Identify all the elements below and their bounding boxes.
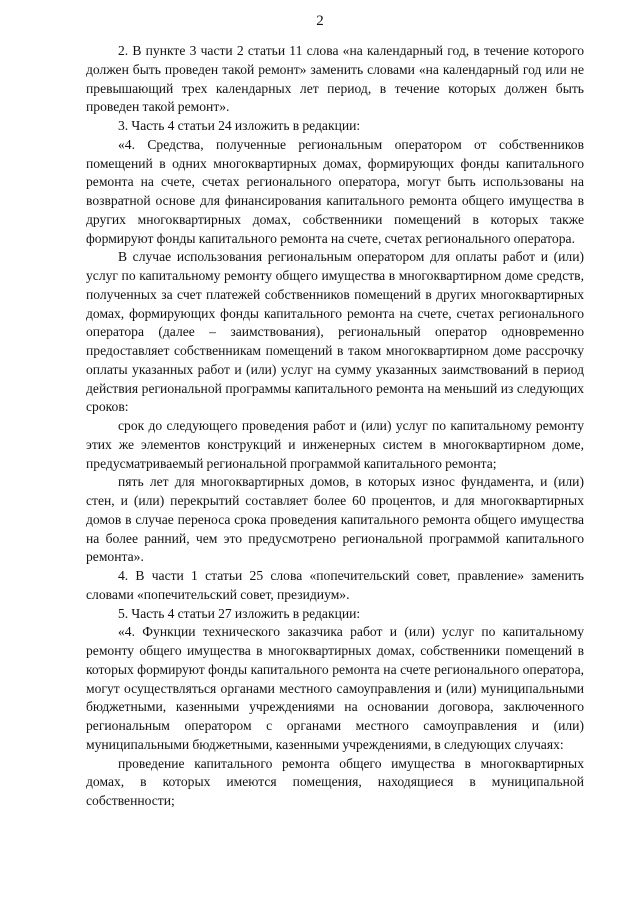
paragraph-article-24-part-4: «4. Средства, полученные региональным оператором от собственников помещений в одних многоквартирных домах, формирующих фонды капитального ремонта на счете, счетах регионального оператора, могут быть использованы на возвратной основе для финансирования капитального ремонта общего имущества в других многоквартирных домах, собственники помещений в которых также формируют фонды капитального ремонта на счете, счетах регионального оператора. [86,136,584,246]
paragraph-borrowing-case: В случае использования региональным оператором для оплаты работ и (или) услуг по капитальному ремонту общего имущества в многоквартирном доме средств, полученных за счет платежей собственников помещений в других многоквартирных домах, формирующих фонды капитального ремонта на счете, счетах регионального оператора (далее – заимствования), региональный оператор одновременно предоставляет собственникам помещений в таком многоквартирном доме рассрочку оплаты указанных работ и (или) услуг на сумму указанных заимствований в период действия региональной программы капитального ремонта на меньший из следующих сроков: [86,249,584,415]
paragraph-municipal-property-case: проведение капитального ремонта общего имущества в многоквартирных домах, в которых имеются помещения, находящиеся в муниципальной собственности; [86,755,584,808]
paragraph-item-2-amendment: 2. В пункте 3 части 2 статьи 11 слова «на календарный год, в течение которого должен быть проведен такой ремонт» заменить словами «на календарный год или не превышающий трех календарных лет период, в течение которых должен быть проведен такой ремонт». [86,43,584,115]
paragraph-item-5-heading: 5. Часть 4 статьи 27 изложить в редакции: [118,605,361,621]
document-body [86,42,584,811]
paragraph-term-five-years: пять лет для многоквартирных домов, в которых износ фундамента, и (или) стен, и (или) перекрытий составляет более 60 процентов, и для многоквартирных домов в случае переноса срока проведения капитального ремонта общего имущества на более ранний, чем это предусмотрено региональной программой капитального ремонта». [86,474,584,565]
paragraph-item-4-amendment: 4. В части 1 статьи 25 слова «попечительский совет, правление» заменить словами «попечительский совет, президиум». [86,568,584,602]
page-number: 2 [316,13,324,29]
paragraph-item-3-heading: 3. Часть 4 статьи 24 изложить в редакции: [118,118,361,133]
paragraph-article-27-part-4: «4. Функции технического заказчика работ и (или) услуг по капитальному ремонту общего имущества в многоквартирных домах, собственники помещений в которых формируют фонды капитального ремонта на счете регионального оператора, могут осуществляться органами местного самоуправления и (или) муниципальными бюджетными, казенными учреждениями на основании договора, заключенного региональным оператором с органами местного самоуправления и (или) муниципальными бюджетными, казенными учреждениями, в следующих случаях: [86,624,584,752]
paragraph-term-next-repair: срок до следующего проведения работ и (или) услуг по капитальному ремонту этих же элементов конструкций и инженерных систем в многоквартирном доме, предусматриваемый региональной программой капитального ремонта; [86,418,584,471]
